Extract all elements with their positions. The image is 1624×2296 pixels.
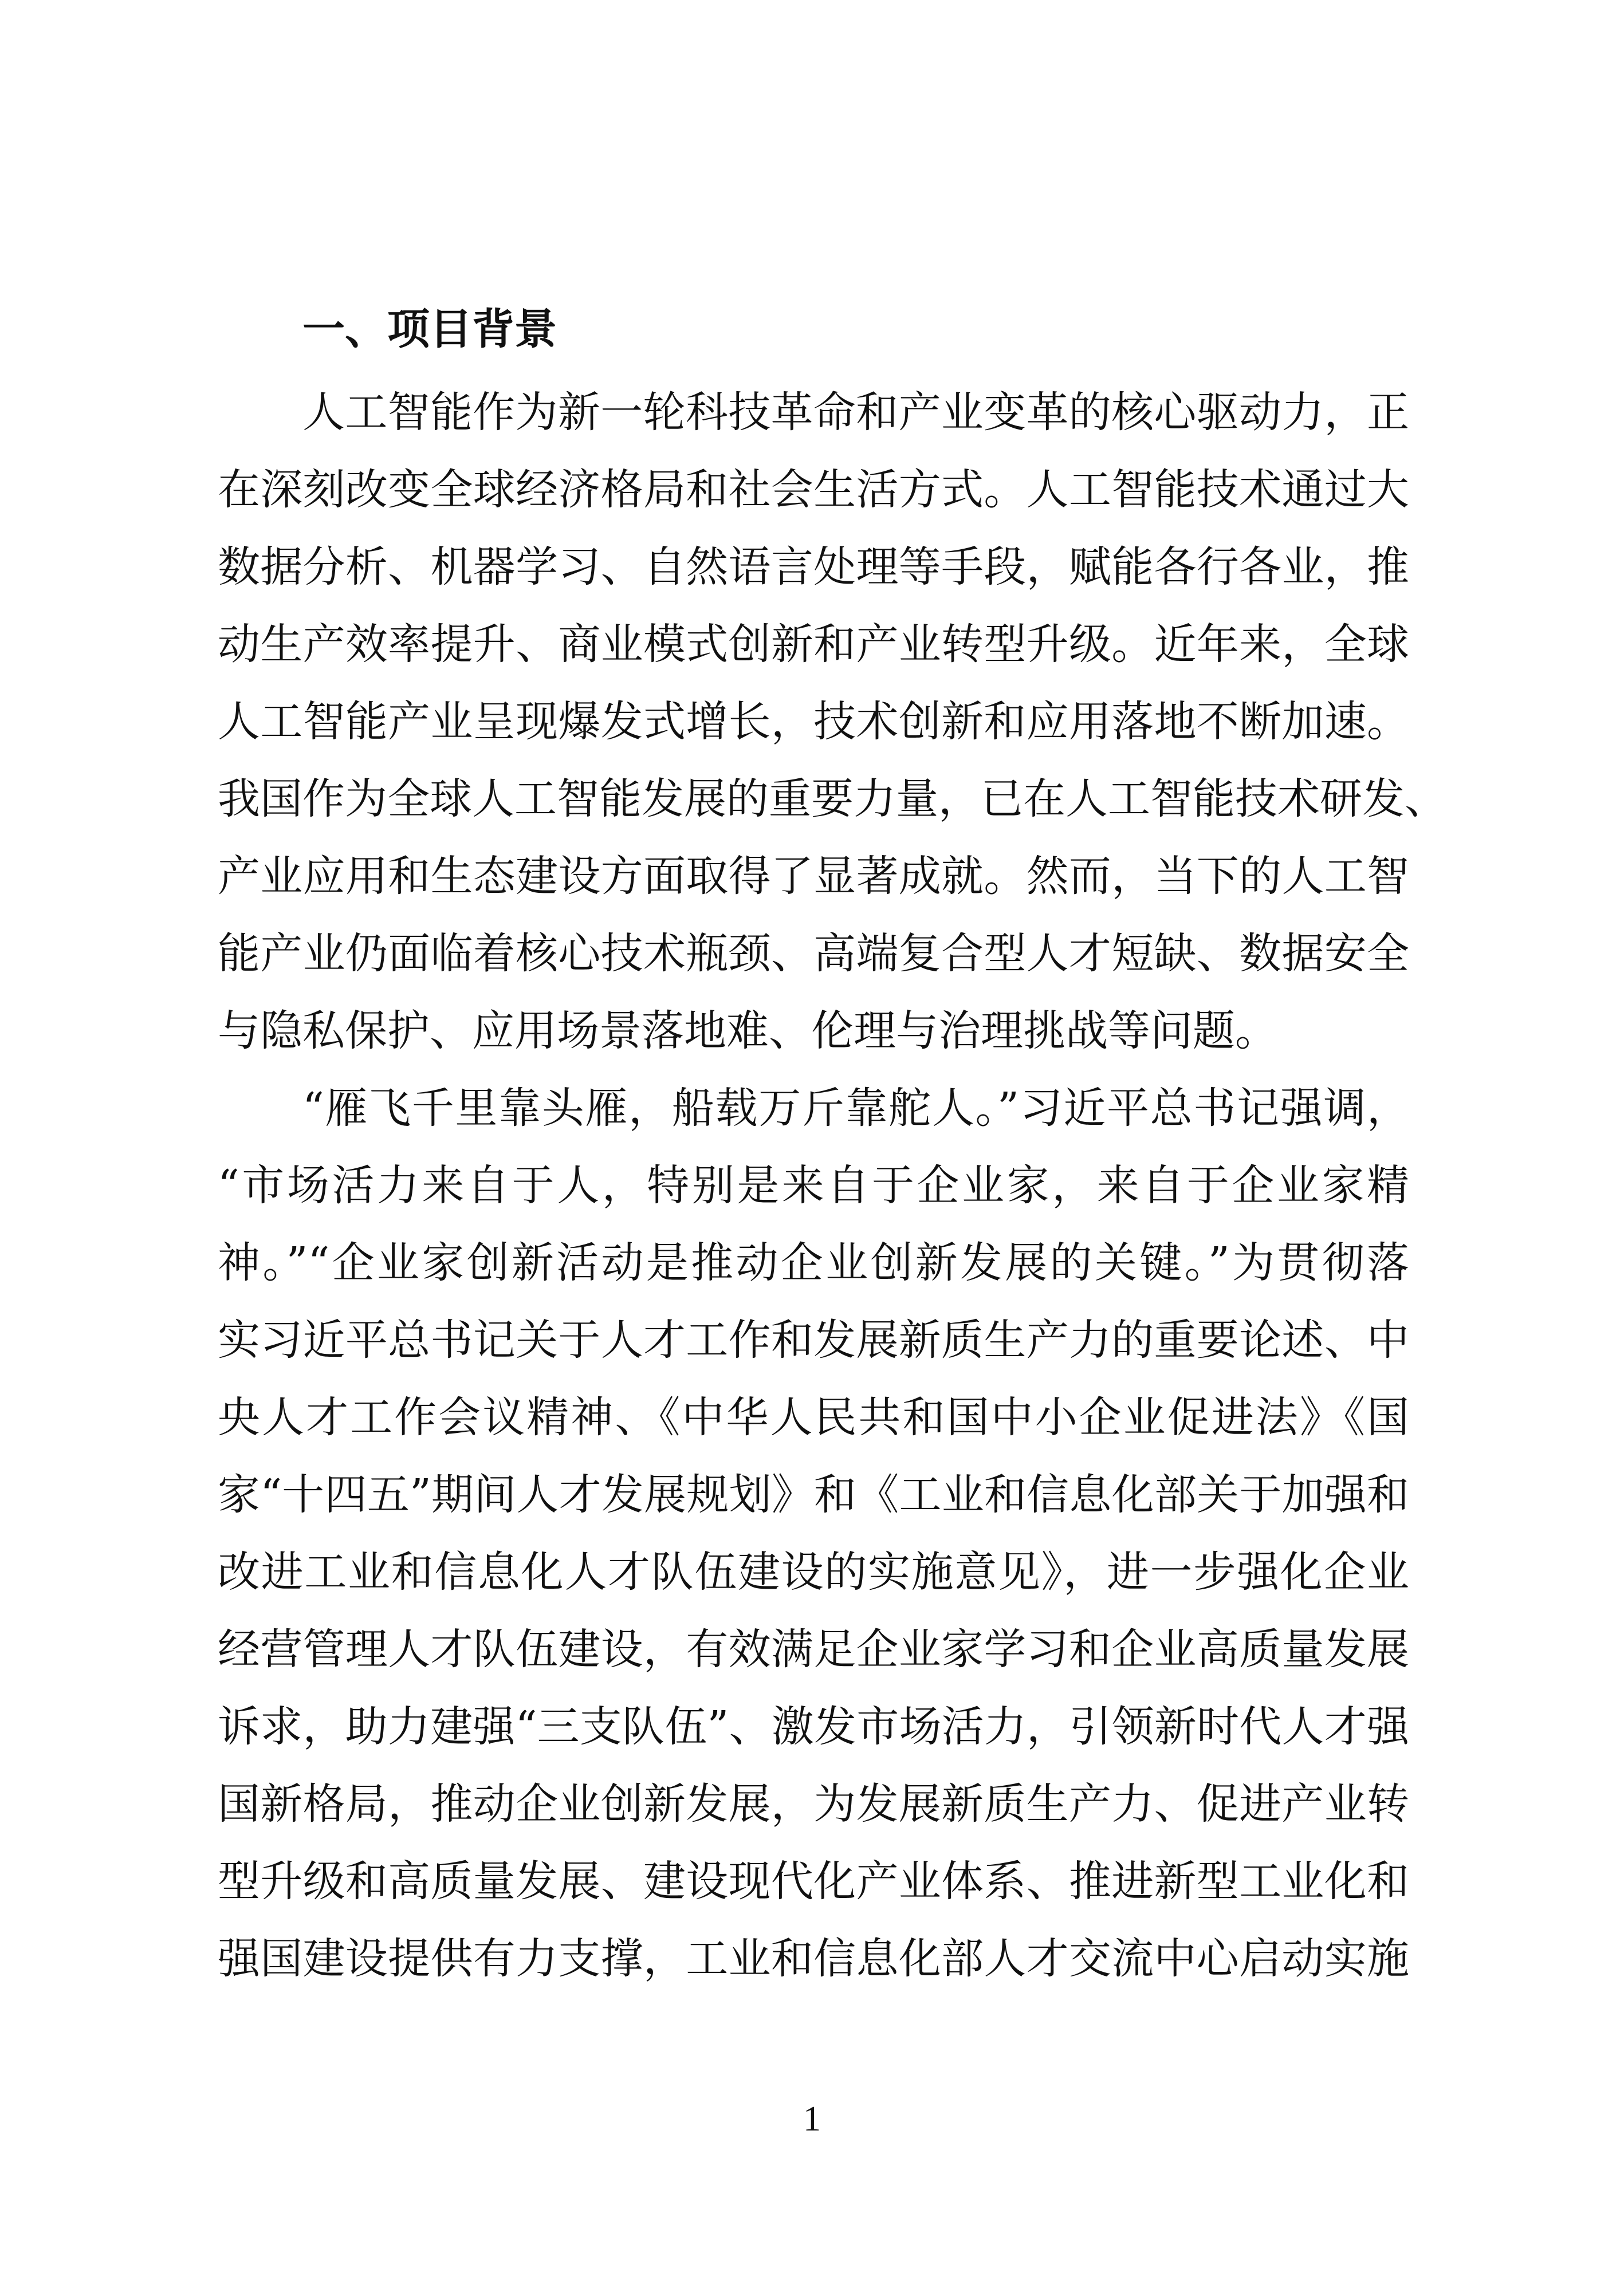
paragraph-line: 与隐私保护、应用场景落地难、伦理与治理挑战等问题。: [218, 1006, 1277, 1056]
paragraph-line: 家“十四五”期间人才发展规划》和《工业和信息化部关于加强和: [218, 1470, 1409, 1519]
paragraph-line: “市场活力来自于人，特别是来自于企业家，来自于企业家精: [218, 1161, 1409, 1210]
paragraph-line: 央人才工作会议精神、《中华人民共和国中小企业促进法》《国: [218, 1393, 1409, 1442]
paragraph-line: 神。”“企业家创新活动是推动企业创新发展的关键。”为贯彻落: [218, 1238, 1409, 1287]
paragraph-line: 动生产效率提升、商业模式创新和产业转型升级。近年来，全球: [218, 620, 1409, 669]
paragraph-line: 强国建设提供有力支撑，工业和信息化部人才交流中心启动实施: [218, 1934, 1409, 1983]
paragraph-line: 能产业仍面临着核心技术瓶颈、高端复合型人才短缺、数据安全: [218, 929, 1409, 978]
section-heading: 一、项目背景: [302, 305, 557, 354]
paragraph-line: 诉求，助力建强“三支队伍”、激发市场活力，引领新时代人才强: [218, 1702, 1409, 1751]
paragraph-line: 数据分析、机器学习、自然语言处理等手段，赋能各行各业，推: [218, 542, 1409, 592]
paragraph-line: 人工智能作为新一轮科技革命和产业变革的核心驱动力，正: [302, 388, 1409, 437]
paragraph-line: 产业应用和生态建设方面取得了显著成就。然而，当下的人工智: [218, 852, 1409, 901]
paragraph-line: 在深刻改变全球经济格局和社会生活方式。人工智能技术通过大: [218, 465, 1409, 514]
paragraph-line: 型升级和高质量发展、建设现代化产业体系、推进新型工业化和: [218, 1857, 1409, 1906]
paragraph-line: “雁飞千里靠头雁，船载万斤靠舵人。”习近平总书记强调，: [302, 1084, 1409, 1133]
paragraph-line: 实习近平总书记关于人才工作和发展新质生产力的重要论述、中: [218, 1316, 1409, 1365]
paragraph-line: 经营管理人才队伍建设，有效满足企业家学习和企业高质量发展: [218, 1625, 1409, 1674]
paragraph-line: 我国作为全球人工智能发展的重要力量，已在人工智能技术研发、: [218, 774, 1447, 824]
paragraph-line: 国新格局，推动企业创新发展，为发展新质生产力、促进产业转: [218, 1779, 1409, 1829]
page-number: 1: [803, 2100, 821, 2139]
paragraph-line: 人工智能产业呈现爆发式增长，技术创新和应用落地不断加速。: [218, 697, 1409, 746]
paragraph-line: 改进工业和信息化人才队伍建设的实施意见》，进一步强化企业: [218, 1547, 1409, 1597]
